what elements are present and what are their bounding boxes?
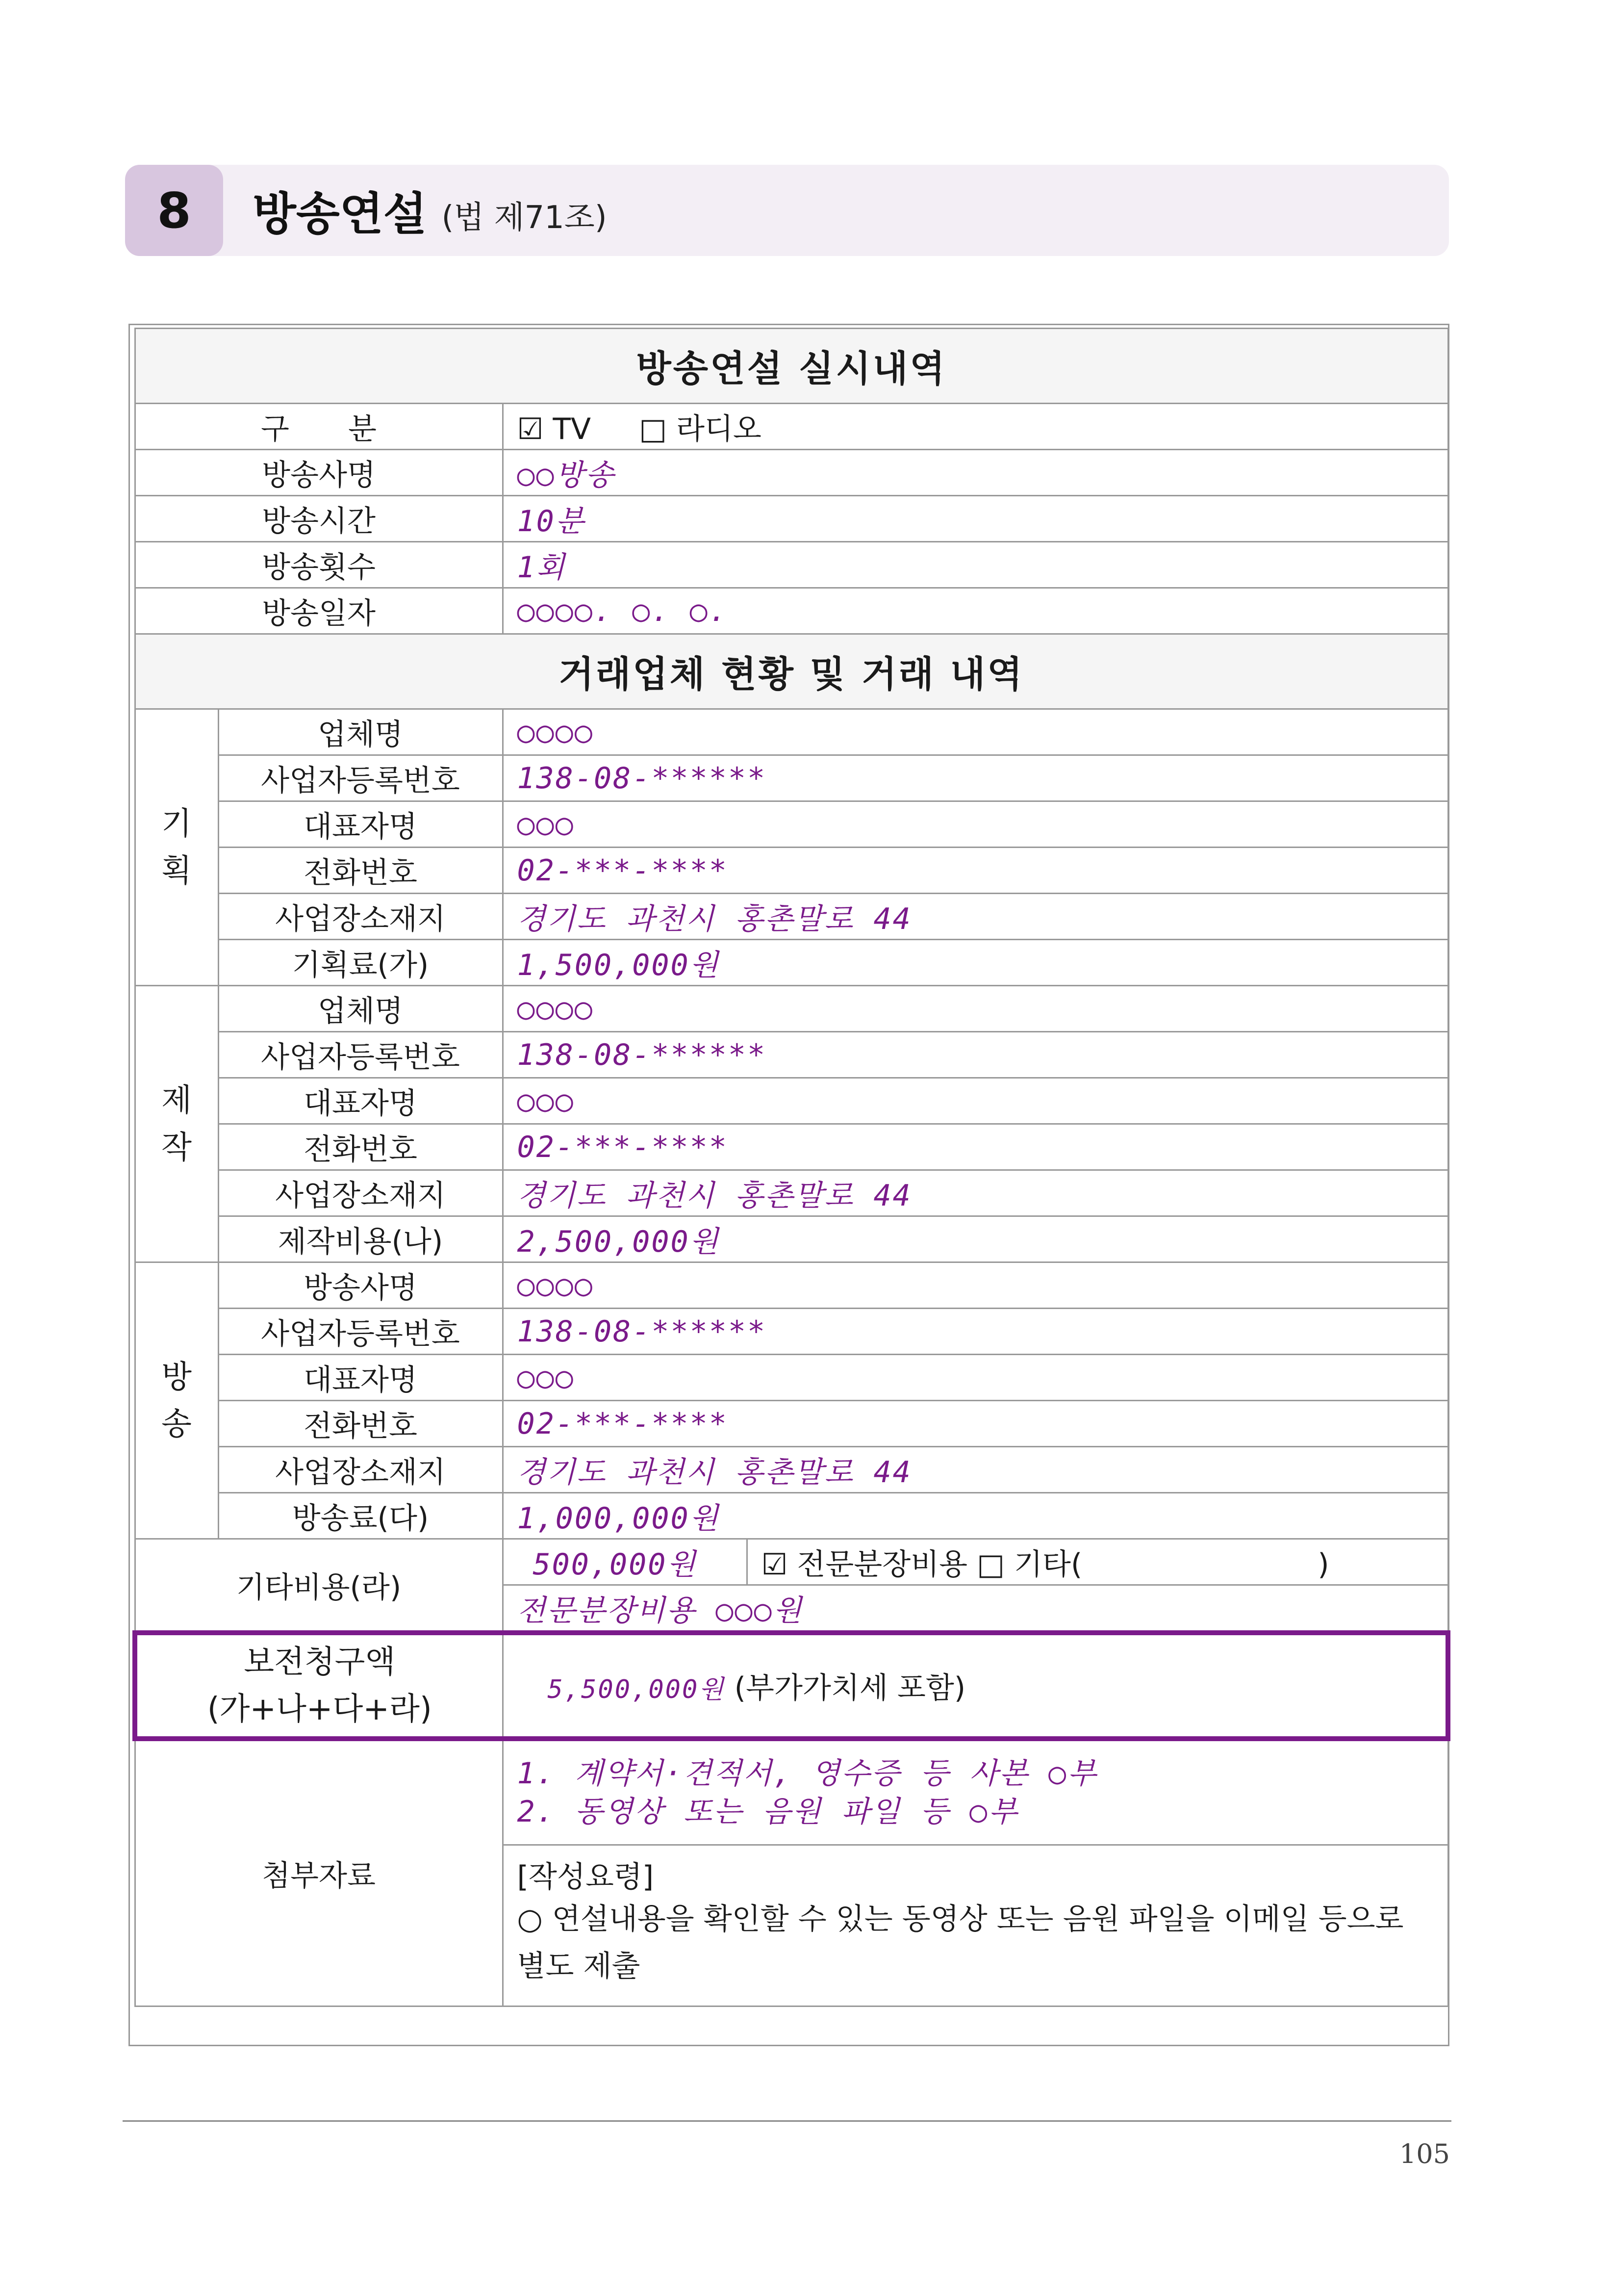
guide-box: [503, 1845, 1448, 2006]
vendor-value: 1,000,000원: [503, 1493, 1448, 1539]
vendor-label: 기획료(가): [218, 940, 503, 986]
vendor-value: 경기도 과천시 홍촌말로 44: [503, 894, 1448, 940]
date-label: 방송일자: [135, 588, 503, 634]
vendor-value: 02-***-****: [503, 848, 1448, 894]
section-title-main: 방송연설: [253, 188, 427, 240]
vendor-value: ○○○○: [503, 1262, 1448, 1309]
footer-rule: [123, 2120, 1451, 2122]
vendor-value: 1,500,000원: [503, 940, 1448, 986]
vendor-value: ○○○: [503, 801, 1448, 848]
vendor-value: ○○○○: [503, 986, 1448, 1032]
other-cost-options[interactable]: ☑ 전문분장비용 □ 기타( ): [747, 1539, 1448, 1585]
vendor-value: 138-08-******: [503, 1309, 1448, 1355]
other-cost-amount: 500,000원: [503, 1539, 747, 1585]
count-label: 방송횟수: [135, 542, 503, 588]
vendor-value: 138-08-******: [503, 1032, 1448, 1078]
claim-label: [135, 1633, 503, 1739]
vendor-label: 방송사명: [218, 1262, 503, 1309]
vendor-label: 업체명: [218, 986, 503, 1032]
vendor-label: 사업자등록번호: [218, 1309, 503, 1355]
claim-value: [503, 1633, 1448, 1739]
vendor-label: 업체명: [218, 709, 503, 755]
vendor-value: 경기도 과천시 홍촌말로 44: [503, 1170, 1448, 1216]
broadcaster-label: 방송사명: [135, 450, 503, 496]
type-options: [503, 404, 1448, 450]
vendor-value: 2,500,000원: [503, 1216, 1448, 1262]
other-cost-detail: 전문분장비용 ○○○원: [503, 1585, 1448, 1633]
claim-label-line2: (가+나+다+라): [207, 1691, 432, 1727]
vendor-value: ○○○○: [503, 709, 1448, 755]
claim-amount: 5,500,000원: [547, 1675, 725, 1704]
section-title: [253, 165, 607, 256]
broadcasting-group-label: 방 송: [135, 1262, 218, 1539]
vendor-value: 138-08-******: [503, 755, 1448, 801]
other-cost-label: 기타비용(라): [135, 1539, 503, 1633]
attachment-item: 2. 동영상 또는 음원 파일 등 ○부: [517, 1795, 1019, 1829]
vendor-label: 제작비용(나): [218, 1216, 503, 1262]
type-tv-checkbox[interactable]: ☑ TV: [517, 412, 591, 446]
guide-title: [작성요령]: [517, 1860, 654, 1894]
vendor-label: 대표자명: [218, 801, 503, 848]
planning-group-label: 기 획: [135, 709, 218, 986]
vendor-value: 경기도 과천시 홍촌말로 44: [503, 1447, 1448, 1493]
vendor-label: 방송료(다): [218, 1493, 503, 1539]
vendor-label: 사업장소재지: [218, 1447, 503, 1493]
page-number: 105: [1399, 2138, 1450, 2169]
vendor-value: ○○○: [503, 1078, 1448, 1124]
section-title-sub: (법 제71조): [441, 200, 607, 236]
vendor-label: 사업자등록번호: [218, 755, 503, 801]
claim-note: (부가가치세 포함): [734, 1671, 966, 1705]
vendor-label: 전화번호: [218, 1124, 503, 1170]
vendor-label: 사업장소재지: [218, 894, 503, 940]
broadcast-speech-form: [132, 328, 1450, 2007]
vendor-label: 대표자명: [218, 1078, 503, 1124]
guide-body: ○ 연설내용을 확인할 수 있는 동영상 또는 음원 파일을 이메일 등으로 별도 제출: [517, 1902, 1404, 1983]
vendor-label: 전화번호: [218, 1401, 503, 1447]
vendor-value: ○○○: [503, 1355, 1448, 1401]
vendor-value: 02-***-****: [503, 1401, 1448, 1447]
claim-label-line1: 보전청구액: [244, 1644, 396, 1680]
attachments-label: 첨부자료: [135, 1739, 503, 2006]
duration-value: 10분: [503, 496, 1448, 542]
vendor-label: 전화번호: [218, 848, 503, 894]
attachments-list: [503, 1739, 1448, 1845]
type-radio-checkbox[interactable]: □ 라디오: [639, 412, 761, 446]
duration-label: 방송시간: [135, 496, 503, 542]
attachment-item: 1. 계약서·견적서, 영수증 등 사본 ○부: [517, 1756, 1098, 1791]
date-value: ○○○○. ○. ○.: [503, 588, 1448, 634]
vendor-label: 대표자명: [218, 1355, 503, 1401]
vendor-label: 사업자등록번호: [218, 1032, 503, 1078]
section-number: 8: [125, 165, 223, 256]
broadcast-section-title: 방송연설 실시내역: [135, 329, 1448, 404]
production-group-label: 제 작: [135, 986, 218, 1262]
vendors-section-title: 거래업체 현황 및 거래 내역: [135, 634, 1448, 709]
type-label: 구 분: [135, 404, 503, 450]
broadcaster-value: ○○방송: [503, 450, 1448, 496]
vendor-value: 02-***-****: [503, 1124, 1448, 1170]
vendor-label: 사업장소재지: [218, 1170, 503, 1216]
count-value: 1회: [503, 542, 1448, 588]
